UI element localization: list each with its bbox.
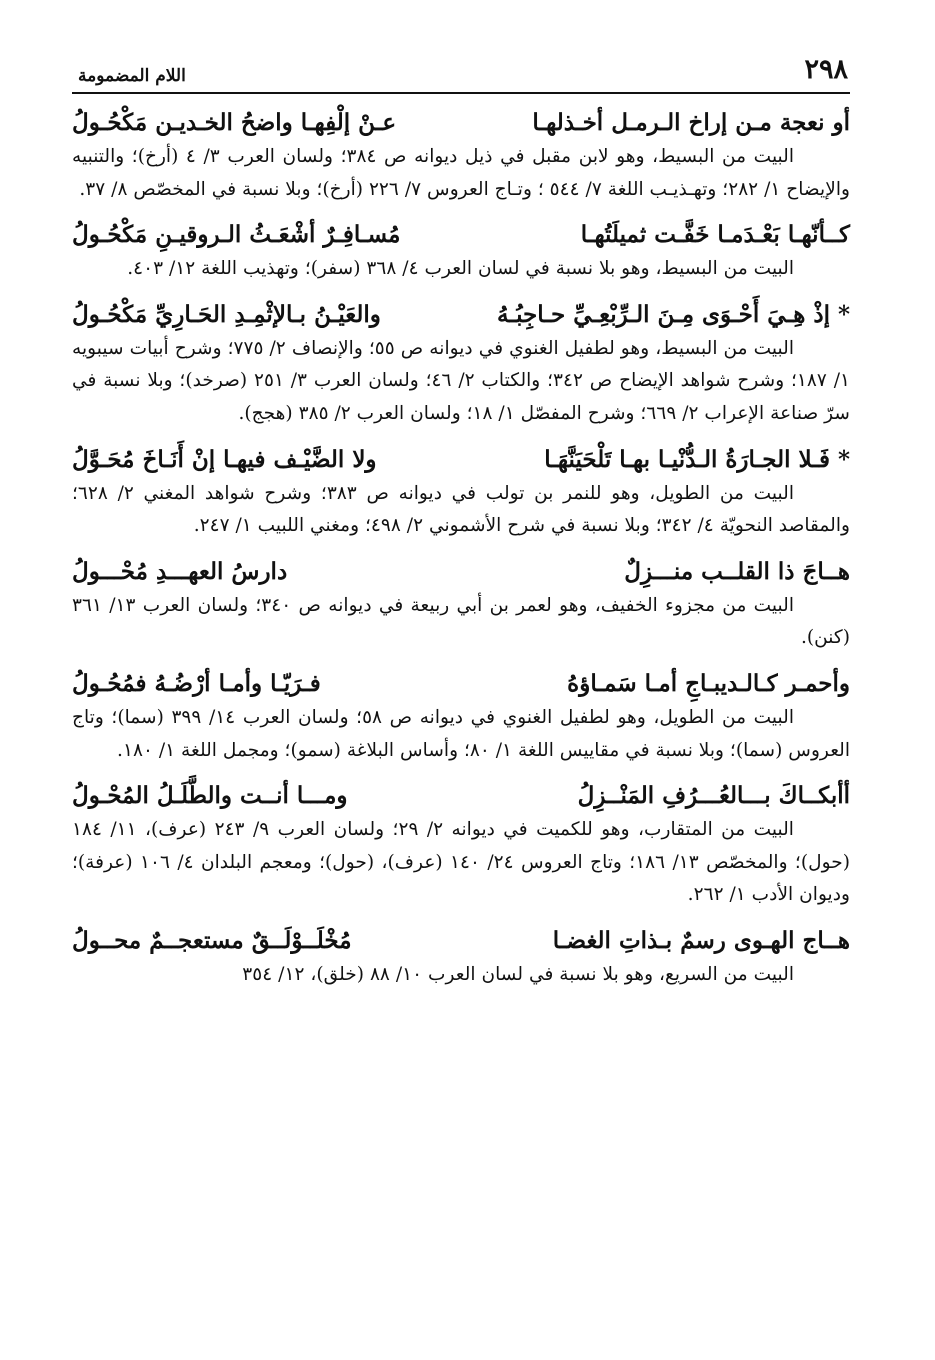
verse-citation-note: البيت من مجزوء الخفيف، وهو لعمر بن أبي ربيعة في ديوانه ص ٣٤٠؛ ولسان العرب ١٣/ ٣٦١ (كنن). [72, 594, 850, 649]
verse-line [72, 441, 850, 478]
verse-entry [72, 296, 850, 431]
verse-line [72, 296, 850, 333]
verse-second-hemistich: عـنْ إلْفِهـا واضحُ الخـديـن مَكْحُـولُ [72, 109, 397, 136]
verse-citation-note: البيت من البسيط، وهو لطفيل الغنوي في ديوانه ص ٥٥؛ والإنصاف ٢/ ٧٧٥؛ وشرح أبيات سيبويه ١/ ١٨٧؛ وشرح شواهد الإيضاح ص ٣٤٢؛ والكتاب ٢/ ٤٦؛ ولسان العرب ٣/ ٢٥١ (صرخد)؛ وبلا نسبة في سرّ صناعة الإعراب ٢/ ٦٦٩؛ وشرح المفصّل ١/ ١٨؛ ولسان العرب ٢/ ٣٨٥ (هجج). [72, 337, 850, 424]
verse-second-hemistich: دارسُ العهـــدِ مُحْـــولُ [72, 557, 288, 585]
verse-line [72, 104, 850, 141]
verse-entry [72, 441, 850, 543]
verse-second-hemistich: ومـــا أنــت والطَّلَـلُ المُحْـولُ [72, 782, 348, 810]
verse-citation-note: البيت من السريع، وهو بلا نسبة في لسان العرب ١٠/ ٨٨ (خلق)، ١٢/ ٣٥٤ [242, 963, 794, 985]
running-title: اللام المضمومة [72, 66, 186, 86]
verse-first-hemistich: كــأنّهـا بَعْـدَمـا خَفَّـت ثميلَتُهـا [580, 221, 850, 249]
verse-citation-note: البيت من البسيط، وهو بلا نسبة في لسان العرب ٤/ ٣٦٨ (سفر)؛ وتهذيب اللغة ١٢/ ٤٠٣. [127, 258, 794, 280]
verse-citation-note: البيت من الطويل، وهو لطفيل الغنوي في ديوانه ص ٥٨؛ ولسان العرب ١٤/ ٣٩٩ (سما)؛ وتاج العروس (سما)؛ وبلا نسبة في مقاييس اللغة ١/ ٨٠؛ وأساس البلاغة (سمو)؛ ومجمل اللغة ١/ ١٨٠. [72, 706, 850, 761]
verse-entry [72, 216, 850, 286]
page-number: ٢٩٨ [804, 54, 848, 85]
verse-first-hemistich: أأبكــاكَ بـــالعُـــرُفِ المَنْــزِلُ [577, 782, 850, 810]
verse-entry [72, 922, 850, 992]
page-header [72, 52, 850, 94]
verse-second-hemistich: والعَيْـنُ بـالإثْمِـدِ الحَـارِيِّ مَكْحُـولُ [72, 300, 381, 328]
verse-second-hemistich: مُسـافِـرٌ أشْعَـثُ الـروقيـنِ مَكْحُـولُ [72, 221, 401, 249]
book-page [72, 52, 850, 1352]
verse-line [72, 777, 850, 814]
verse-first-hemistich: أو نعجة مـن إراخ الـرمـل أخـذلهـا [532, 109, 850, 136]
verse-line [72, 922, 850, 959]
verse-first-hemistich: هــاج الهـوى رسمٌ بـذاتِ الغضـا [552, 926, 850, 954]
verse-entry [72, 777, 850, 912]
verse-first-hemistich: وأحمـر كـالـديبـاجِ أمـا سَمـاؤهُ [567, 669, 850, 697]
verse-line [72, 216, 850, 253]
verse-second-hemistich: ولا الضَّيْـف فيهـا إنْ أَنَـاخَ مُحَـوَّلُ [72, 445, 377, 473]
verse-first-hemistich: * فَـلا الجـارَةُ الـدُّنْيـا بهـا تَلْحَيَنَّهَـا [544, 445, 850, 473]
verse-citation-note: البيت من البسيط، وهو لابن مقبل في ذيل ديوانه ص ٣٨٤؛ ولسان العرب ٣/ ٤ (أرخ)؛ والتنبيه والإيضاح ١/ ٢٨٢؛ وتهـذيـب اللغة ٧/ ٥٤٤ ؛ وتـاج العروس ٧/ ٢٢٦ (أرخ)؛ وبلا نسبة في المخصّص ٨/ ٣٧. [72, 146, 850, 200]
verse-entry [72, 104, 850, 206]
verse-first-hemistich: * إذْ هِـيَ أَحْـوَى مِـنَ الـرِّبْعِـيِّ حـاجِبُـهُ [497, 300, 850, 328]
verse-first-hemistich: هــاجَ ذا القلــب منـــزِلٌ [624, 557, 850, 585]
verse-second-hemistich: فـرَيّـا وأمـا أرْضُـهُ فمُحُـولُ [72, 669, 321, 697]
verse-entry [72, 665, 850, 767]
verse-line [72, 553, 850, 590]
verse-line [72, 665, 850, 702]
verse-second-hemistich: مُخْلَــوْلَــقٌ مستعجــمٌ محــولُ [72, 926, 352, 954]
verse-citation-note: البيت من المتقارب، وهو للكميت في ديوانه ٢/ ٢٩؛ ولسان العرب ٩/ ٢٤٣ (عرف)، ١١/ ١٨٤ (حول)؛ والمخصّص ١٣/ ١٨٦؛ وتاج العروس ٢٤/ ١٤٠ (عرف)، (حول)؛ ومعجم البلدان ٤/ ١٠٦ (عرفة)؛ وديوان الأدب ١/ ٢٦٢. [72, 819, 850, 906]
verse-entry [72, 553, 850, 655]
verse-citation-note: البيت من الطويل، وهو للنمر بن تولب في ديوانه ص ٣٨٣؛ وشرح شواهد المغني ٢/ ٦٢٨؛ والمقاصد النحويّة ٤/ ٣٤٢؛ وبلا نسبة في شرح الأشموني ٢/ ٤٩٨؛ ومغني اللبيب ١/ ٢٤٧. [72, 482, 850, 537]
